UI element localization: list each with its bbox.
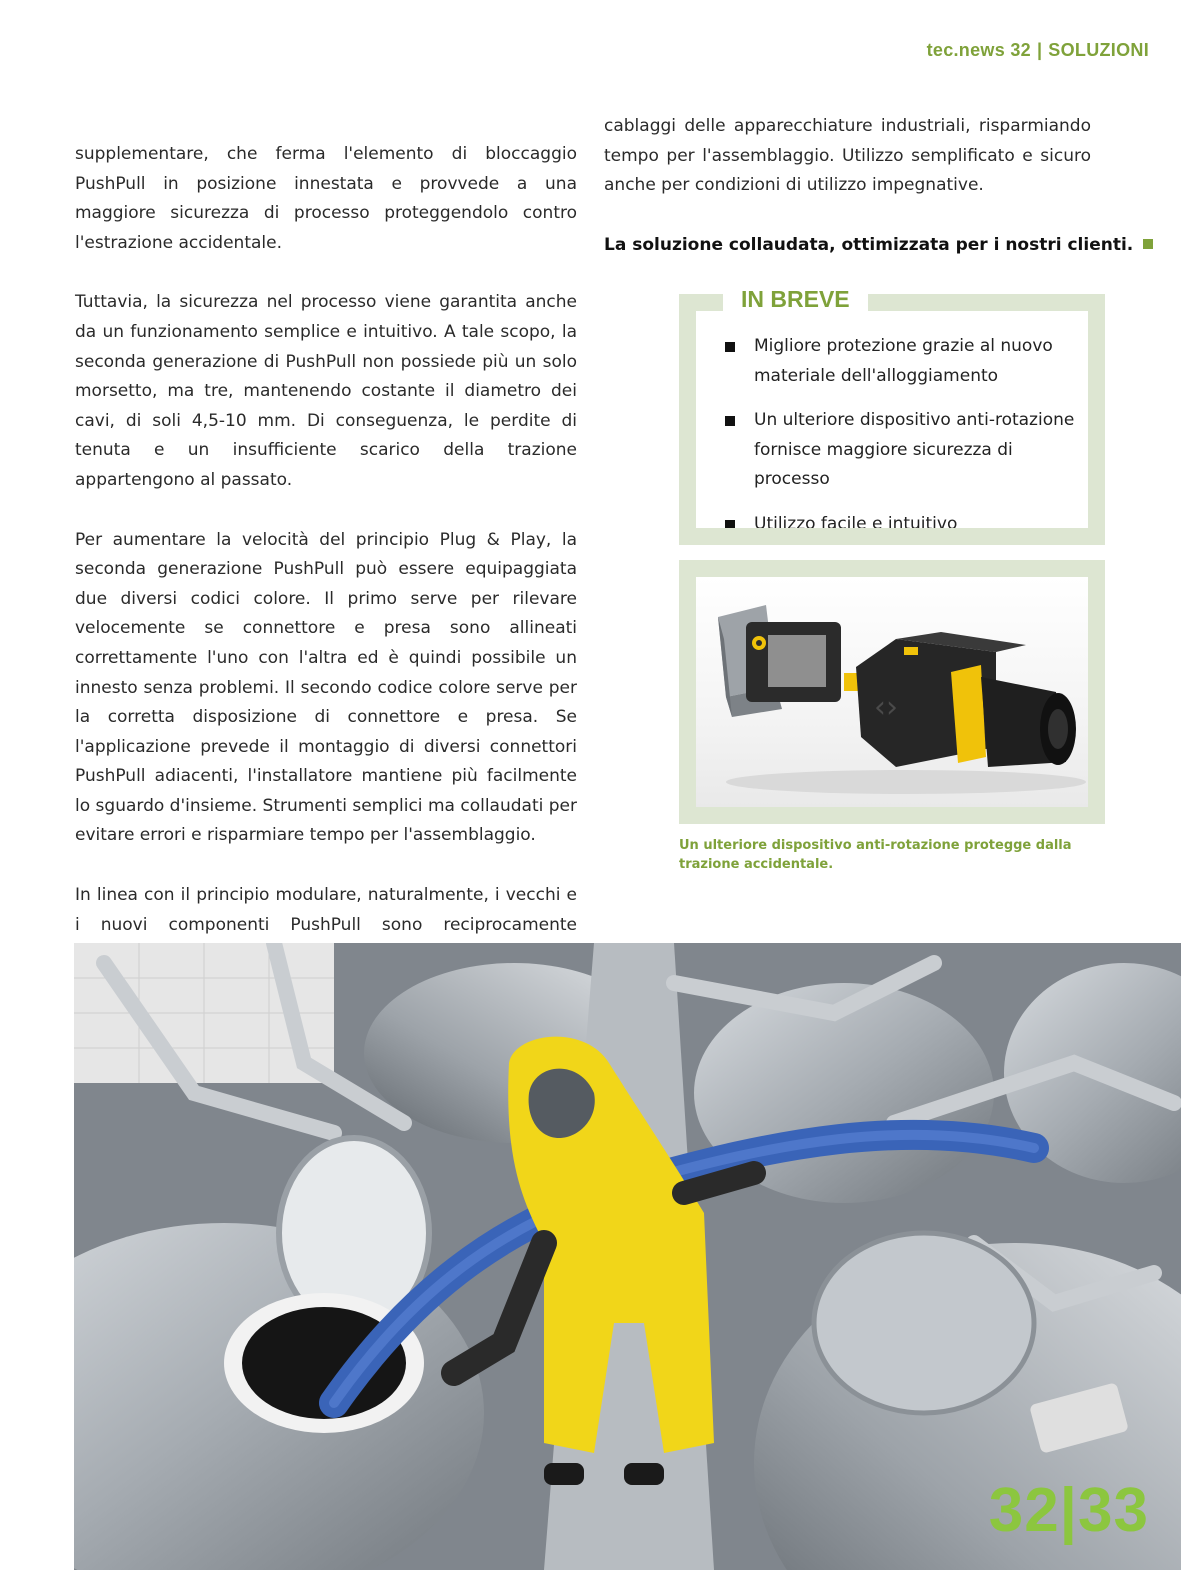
body-paragraph: supplementare, che ferma l'elemento di bloccaggio PushPull in posizione innestata e provvede a una maggiore sicurezza di processo proteggendolo contro l'estrazione accidentale. <box>75 144 577 253</box>
svg-text:‹›: ‹› <box>874 690 898 725</box>
list-item-text: Migliore protezione grazie al nuovo materiale dell'alloggiamento <box>754 336 1053 386</box>
end-mark-icon <box>1143 239 1153 249</box>
summary-box-title: IN BREVE <box>723 282 868 316</box>
body-paragraph: Per aumentare la velocità del principio Plug & Play, la seconda generazione PushPull può essere equipaggiata due diversi codici colore. Il primo serve per rilevare velocemente se connettore e presa sono allineati correttamente l'uno con l'altra ed è quindi possibile un innesto senza problemi. Il secondo codice colore serve per la corretta disposizione di connettore e presa. Se l'applicazione prevede il montaggio di diversi connettori PushPull adiacenti, l'installatore mantiene più facilmente lo sguardo d'insieme. Strumenti semplici ma collaudati per evitare errori e risparmiare tempo per l'assemblaggio. <box>75 529 577 846</box>
section-name: SOLUZIONI <box>1048 40 1149 60</box>
square-bullet-icon <box>725 342 735 352</box>
list-item <box>724 406 1078 495</box>
running-header <box>927 40 1149 61</box>
list-item <box>724 332 1078 391</box>
summary-list <box>724 332 1078 528</box>
left-column <box>75 140 577 1029</box>
square-bullet-icon <box>725 520 735 528</box>
photo-caption: Un ulteriore dispositivo anti-rotazione protegge dalla trazione accidentale. <box>679 838 1072 872</box>
summary-box <box>679 286 1105 545</box>
body-paragraph: Tuttavia, la sicurezza nel processo viene garantita anche da un funzionamento semplice e intuitivo. A tale scopo, la seconda generazione di PushPull non possiede più un solo morsetto, ma tre, mantenendo costante il diametro dei cavi, di soli 4,5-10 mm. Di conseguenza, le perdite di tenuta e un insufficiente scarico della trazione appartengono al passato. <box>75 292 577 490</box>
page-number: 32|33 <box>988 1476 1149 1545</box>
body-paragraph: cablaggi delle apparecchiature industriali, risparmiando tempo per l'assemblaggio. Utilizzo semplificato e sicuro anche per condizioni di utilizzo impegnative. <box>604 116 1091 196</box>
product-photo-frame <box>679 560 1105 824</box>
list-item <box>724 510 1078 528</box>
magazine-issue: tec.news 32 <box>926 40 1031 60</box>
product-photo <box>696 577 1088 807</box>
right-column <box>604 112 1134 260</box>
list-item-text: Utilizzo facile e intuitivo <box>754 513 958 528</box>
list-item-text: Un ulteriore dispositivo anti-rotazione fornisce maggiore sicurezza di processo <box>754 410 1075 490</box>
closing-text: La soluzione collaudata, ottimizzata per i nostri clienti. <box>604 234 1134 255</box>
connector-illustration <box>696 577 1088 807</box>
closing-statement <box>604 231 1134 261</box>
square-bullet-icon <box>725 416 735 426</box>
body-paragraph: In linea con il principio modulare, naturalmente, i vecchi e i nuovi componenti PushPull sono reciprocamente <box>75 885 577 935</box>
summary-box-content <box>696 311 1088 528</box>
header-separator: | <box>1036 40 1043 60</box>
